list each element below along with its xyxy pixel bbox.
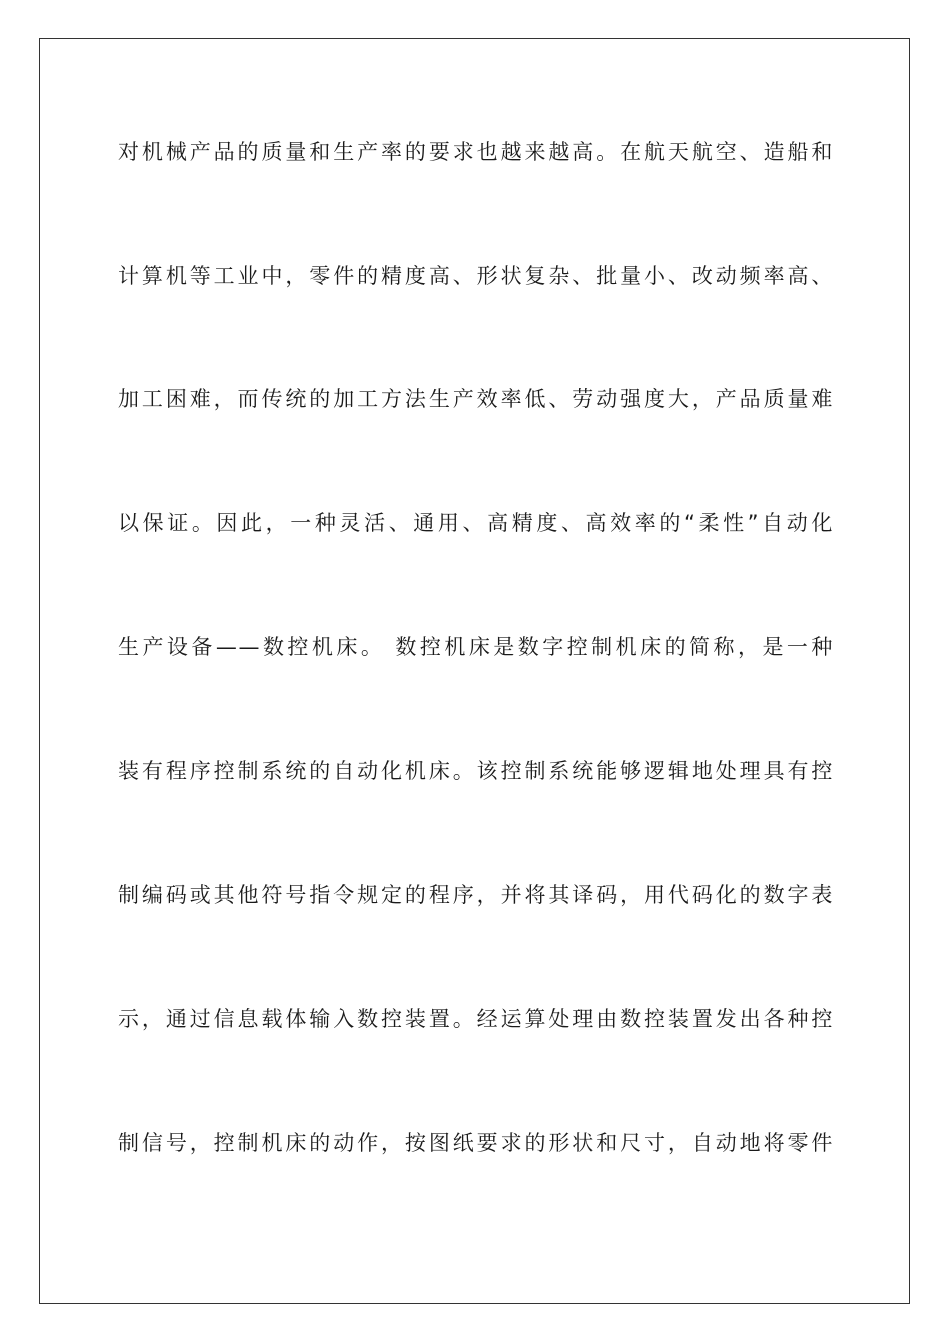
text-line: 对机械产品的质量和生产率的要求也越来越高。在航天航空、造船和: [118, 140, 834, 164]
text-line: 生产设备——数控机床。 数控机床是数字控制机床的简称，是一种: [118, 635, 834, 659]
text-line: 计算机等工业中，零件的精度高、形状复杂、批量小、改动频率高、: [118, 264, 834, 288]
text-line: 示，通过信息载体输入数控装置。经运算处理由数控装置发出各种控: [118, 1007, 834, 1031]
text-line: 制编码或其他符号指令规定的程序，并将其译码，用代码化的数字表: [118, 883, 834, 907]
text-line: 装有程序控制系统的自动化机床。该控制系统能够逻辑地处理具有控: [118, 759, 834, 783]
page-border: [39, 38, 910, 1304]
text-line: 制信号，控制机床的动作，按图纸要求的形状和尺寸，自动地将零件: [118, 1131, 834, 1155]
text-line: 以保证。因此，一种灵活、通用、高精度、高效率的“柔性”自动化: [118, 511, 834, 535]
text-line: 加工困难，而传统的加工方法生产效率低、劳动强度大，产品质量难: [118, 387, 834, 411]
